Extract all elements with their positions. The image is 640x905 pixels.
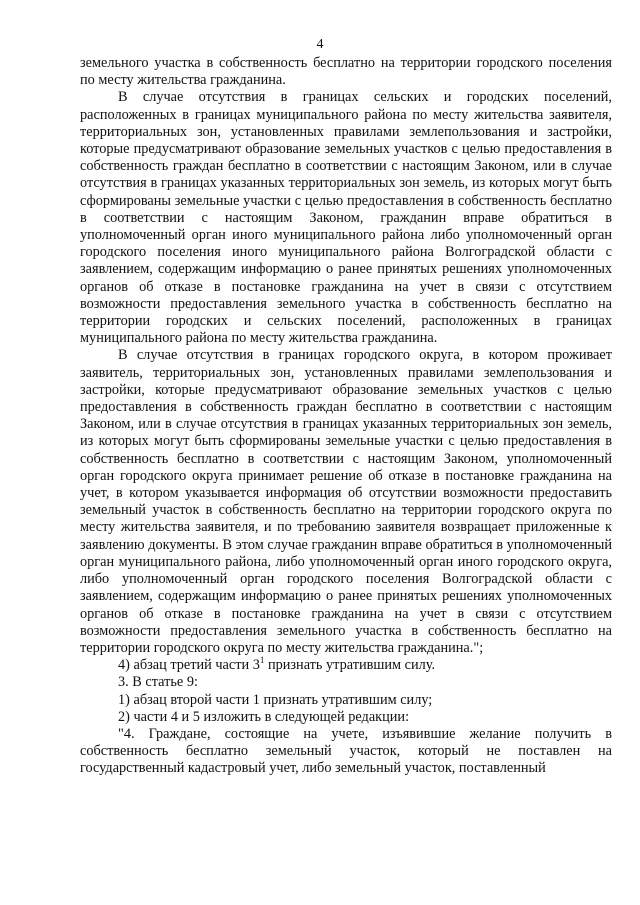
item-1-abzac: 1) абзац второй части 1 признать утратившим силу; — [118, 691, 433, 708]
item-4-abzac — [80, 657, 612, 674]
item-4-text: 4) абзац третий части 3 — [118, 657, 260, 674]
quoted-part-4: "4. Граждане, состоящие на учете, изъявившие желание получить в собственность бесплатно земельный участок, который не поставлен на государственный кадастровый учет, либо земельный участок, поставленный — [80, 725, 612, 777]
paragraph-city-district: В случае отсутствия в границах городского округа, в котором проживает заявитель, территориальных зон, установленных правилами землепользования и застройки, которые предусматривают образование земельных участков с целью предоставления в собственность граждан бесплатно в соответствии с настоящим Законом, или в случае отсутствия в границах указанных территориальных зон земель, из которых могут быть сформированы земельные участки с целью предоставления в собственность бесплатно в соответствии с настоящим Законом, уполномоченный орган городского округа принимает решение об отказе в постановке гражданина на учет, в котором указывается информация об отсутствии возможности предоставить земельный участок в собственность бесплатно на территории городского округа по месту жительства заявителя, и по требованию заявителя возвращает приложенные к заявлению документы. В этом случае гражданин вправе обратиться в уполномоченный орган муниципального района, либо уполномоченный орган иного городского округа, либо уполномоченный орган городского поселения Волгоградской области с заявлением, содержащим информацию о ранее принятых решениях уполномоченных органов об отказе в постановке гражданина на учет в связи с отсутствием возможности предоставления земельного участка в собственность бесплатно на территории городского округа по месту жительства гражданина."; — [80, 347, 612, 656]
paragraph-continuation: земельного участка в собственность бесплатно на территории городского поселения по месту жительства гражданина. — [80, 55, 612, 89]
paragraph-rural-settlements: В случае отсутствия в границах сельских и городских поселений, расположенных в границах муниципального района по месту жительства заявителя, территориальных зон, установленных правилами землепользования и застройки, которые предусматривают образование земельных участков с целью предоставления в собственность граждан бесплатно в соответствии с настоящим Законом, или в случае отсутствия в границах указанных территориальных зон земель, из которых могут быть сформированы земельные участки с целью предоставления в собственность бесплатно в соответствии с настоящим Законом, гражданин вправе обратиться в уполномоченный орган иного муниципального района либо уполномоченный орган городского поселения иного муниципального района Волгоградской области с заявлением, содержащим информацию о ранее принятых решениях уполномоченных органов об отказе в постановке гражданина на учет в связи с отсутствием возможности предоставления земельного участка в собственность бесплатно на территории городских и сельских поселений, расположенных в границах муниципального района по месту жительства гражданина. — [80, 89, 612, 347]
page-number: 4 — [316, 37, 324, 52]
item-4-text-end: признать утратившим силу. — [264, 657, 436, 674]
item-3-article-9: 3. В статье 9: — [118, 674, 198, 691]
document-body — [80, 55, 612, 778]
item-4-superscript: 1 — [259, 655, 265, 666]
item-2-parts: 2) части 4 и 5 изложить в следующей редакции: — [118, 708, 410, 725]
